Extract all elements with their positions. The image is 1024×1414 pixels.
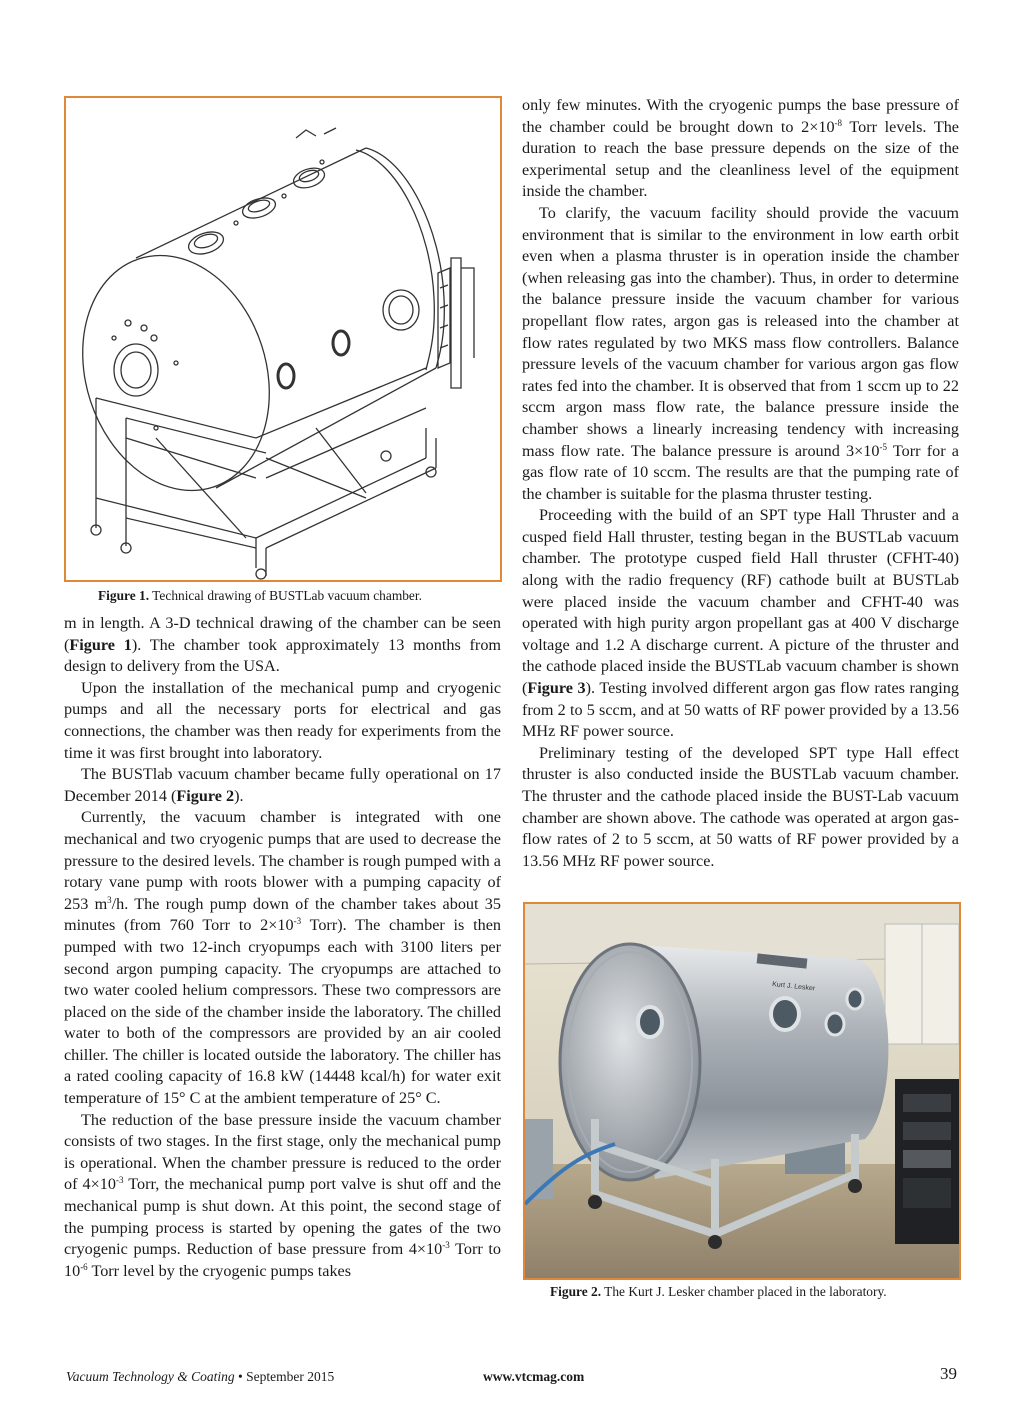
text-run: ). Testing involved different argon gas flow rates ranging from 2 to 5 sccm, and at 50 watts of RF power provided by a 13.56 MHz RF power source. <box>522 679 959 741</box>
right-paragraph-3 <box>522 505 959 743</box>
text-run: To clarify, the vacuum facility should provide the vacuum environment that is similar to the environment in low earth orbit even when a plasma thruster is in operation inside the chamber (when releasing gas into the chamber). Thus, in order to determine the balance pressure inside the vacuum chamber for various propellant flow rates, argon gas is released into the chamber at flow rates regulated by two MKS mass flow controllers. Balance pressure levels of the vacuum chamber for various argon gas flow rates fed into the chamber. It is observed that from 1 sccm up to 22 sccm argon mass flow rate, the balance pressure inside the chamber shows a linearly increasing tendency with increasing mass flow rate. The balance pressure is around 3×10 <box>522 203 959 460</box>
superscript: -3 <box>293 916 302 927</box>
text-run: Torr levels. The duration to reach the base pressure depends on the size of the experimental setup and the cleanliness level of the equipment inside the chamber. <box>522 117 959 201</box>
figure-1-label: Figure 1. <box>98 588 150 603</box>
left-paragraph-5 <box>64 1110 501 1283</box>
journal-name: Vacuum Technology & Coating <box>66 1369 235 1384</box>
figure-2-label: Figure 2. <box>550 1284 602 1299</box>
left-paragraph-3 <box>64 764 501 807</box>
text-run: Torr, the mechanical pump port valve is shut off and the mechanical pump is shut down. At this point, the second stage of the pumping process is started by opening the gates of the two cryogenic pumps. Reduction of base pressure from 4×10 <box>64 1175 501 1259</box>
text-run: ). The chamber took approximately 13 months from design to delivery from the USA. <box>64 635 502 676</box>
figure-2-caption <box>550 1283 887 1300</box>
chamber-brand-label: Kurt J. Lesker <box>771 981 816 993</box>
text-run: Proceeding with the build of an SPT type Hall Thruster and a cusped field Hall thruster, testing began in the BUSTLab vacuum chamber. The prototype cusped field Hall thruster (CFHT-40) along with the radio frequency (RF) cathode built at BUSTLab were placed inside the vacuum chamber and CFHT-40 was operated with high purity argon propellant gas at 400 V discharge voltage and 1.2 A discharge current. A picture of the thruster and the cathode placed inside the BUSTLab vacuum chamber is shown ( <box>522 506 959 698</box>
right-paragraph-1 <box>522 95 959 203</box>
footer-date: • September 2015 <box>234 1369 335 1384</box>
superscript: -6 <box>80 1261 88 1272</box>
footer-journal <box>66 1369 334 1385</box>
text-run: Torr for a gas flow rate of 10 sccm. The results are that the pumping rate of the chamber is suitable for the plasma thruster testing. <box>522 441 959 503</box>
footer-url[interactable]: www.vtcmag.com <box>483 1369 585 1384</box>
chamber-technical-drawing <box>66 98 500 580</box>
text-run: ). <box>234 786 244 805</box>
left-paragraph-4 <box>64 807 501 1109</box>
text-run: only few minutes. With the cryogenic pumps the base pressure of the chamber could be brought down to 2×10 <box>522 96 959 136</box>
left-column <box>64 613 501 1282</box>
figure-1-caption <box>98 587 422 604</box>
text-run: Torr). The chamber is then pumped with two 12-inch cryopumps each with 3100 liters per second argon pumping capacity. The cryopumps are attached to two water cooled helium compressors. These two compressors are placed on the side of the chamber inside the laboratory. The chilled water to both of the compressors are provided by an air cooled chiller. The chiller is located outside the laboratory. The chiller has a rated cooling capacity of 16.8 kW (14448 kcal/h) for water exit temperature of 15° C at the ambient temperature of 25° C. <box>64 916 501 1108</box>
figure-1-frame <box>64 96 502 582</box>
page-number: 39 <box>940 1364 957 1383</box>
right-paragraph-2 <box>522 203 959 505</box>
superscript: 3 <box>107 894 112 905</box>
text-run: Torr to 10 <box>64 1240 501 1280</box>
text-run: /h. The rough pump down of the chamber takes about 35 minutes (from 760 Torr to 2×10 <box>64 894 501 935</box>
left-paragraph-2: Upon the installation of the mechanical pump and cryogenic pumps and all the necessary ports for electrical and gas connections, the chamber was then ready for experiments from the time it was first brought into laboratory. <box>64 678 501 762</box>
text-run: Currently, the vacuum chamber is integrated with one mechanical and two cryogenic pumps that are used to decrease the pressure to the desired levels. The chamber is rough pumped with a rotary vane pump with roots blower with a pumping capacity of 253 m <box>64 808 501 913</box>
superscript: -3 <box>442 1240 450 1251</box>
text-run: The BUSTlab vacuum chamber became fully operational on 17 December 2014 ( <box>64 765 501 805</box>
right-column <box>522 95 959 872</box>
figure-2-reference: Figure 2 <box>176 786 235 805</box>
laboratory-chamber-photo <box>525 904 959 1278</box>
text-run: m in length. A 3-D technical drawing of the chamber can be seen ( <box>64 614 501 654</box>
right-paragraph-4: Preliminary testing of the developed SPT type Hall effect thruster is also conducted inside the BUSTLab vacuum chamber. The thruster and the cathode placed inside the BUST-Lab vacuum chamber are shown above. The cathode was operated at argon gas-flow rates of 2 to 5 sccm, at 50 watts of RF power provided by a 13.56 MHz RF power source. <box>522 743 959 870</box>
figure-1-reference: Figure 1 <box>69 635 132 654</box>
left-paragraph-1 <box>64 613 501 678</box>
superscript: -8 <box>834 117 843 128</box>
superscript: -3 <box>115 1175 124 1186</box>
figure-2-caption-text: The Kurt J. Lesker chamber placed in the laboratory. <box>601 1284 887 1299</box>
superscript: -5 <box>879 441 887 452</box>
figure-3-reference: Figure 3 <box>527 679 586 698</box>
figure-1-caption-text: Technical drawing of BUSTLab vacuum chamber. <box>149 588 422 603</box>
text-run: Torr level by the cryogenic pumps takes <box>87 1261 352 1280</box>
figure-2-frame <box>523 902 961 1280</box>
text-run: The reduction of the base pressure inside the vacuum chamber consists of two stages. In the first stage, only the mechanical pump is operational. When the chamber pressure is reduced to the order of 4×10 <box>64 1110 501 1194</box>
